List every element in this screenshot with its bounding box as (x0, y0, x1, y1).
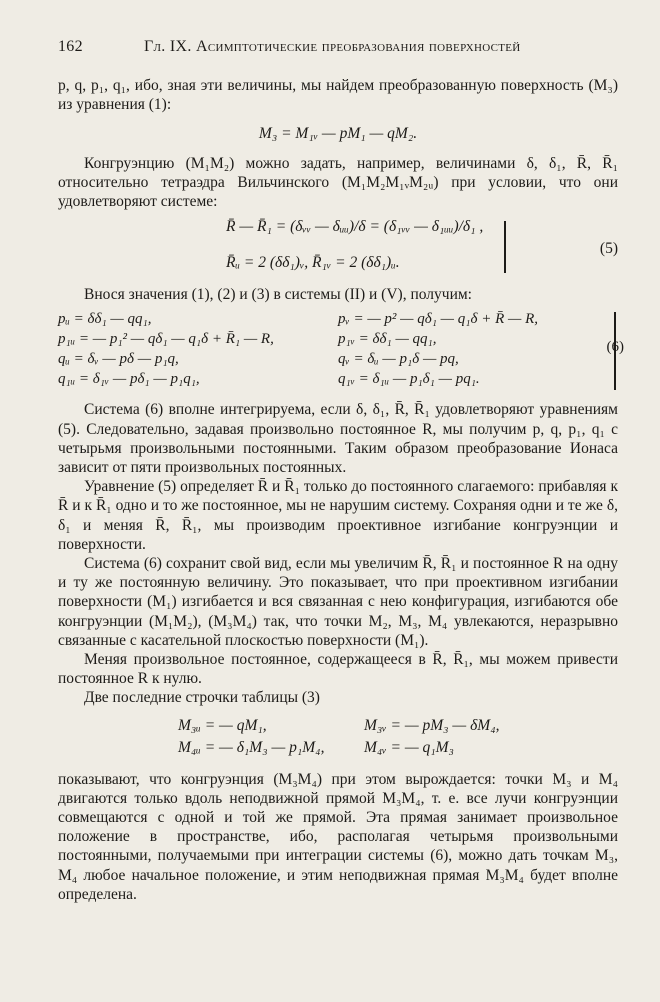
equation-system-5 (58, 217, 618, 279)
equation-line: M₄ᵥ = — q₁M₃ (364, 738, 454, 756)
equation-line: M₃ᵥ = — pM₃ — δM₄, (364, 716, 500, 734)
equation-line: q₁ᵤ = δ₁ᵥ — pδ₁ — p₁q₁, (58, 371, 200, 388)
paragraph: Конгруэнцию (M₁M₂) можно задать, например, величинами δ, δ₁, R̄, R̄₁ относительно тетраэдра Вильчинского (M₁M₂M₁ᵥM₂ᵤ) при условии, что они удовлетворяют системе: (58, 154, 618, 211)
equation-line: pᵤ = δδ₁ — qq₁, (58, 311, 152, 328)
equation-line: M₄ᵤ = — δ₁M₃ — p₁M₄, (178, 738, 325, 756)
paragraph: Две последние строчки таблицы (3) (84, 689, 320, 707)
paragraph: Меняя произвольное постоянное, содержащееся в R̄, R̄₁, мы можем привести постоянное R к нулю. (58, 651, 618, 688)
paragraph: Внося значения (1), (2) и (3) в системы (II) и (V), получим: (84, 286, 472, 304)
equation-line: p₁ᵥ = δδ₁ — qq₁, (338, 331, 437, 348)
page-body (58, 76, 624, 904)
equation-number: (6) (606, 339, 624, 356)
equation-line: R̄ᵤ = 2 (δδ₁)ᵥ, R̄₁ᵥ = 2 (δδ₁)ᵤ. (226, 254, 400, 272)
equation-line: R̄ — R̄₁ = (δᵥᵥ — δᵤᵤ)/δ = (δ₁ᵥᵥ — δ₁ᵤᵤ)/δ₁ , (226, 218, 484, 236)
running-title: Гл. IX. Асимптотические преобразования поверхностей (144, 38, 521, 55)
equation-line: qᵤ = δᵥ — pδ — p₁q, (58, 351, 179, 368)
equation-system-6 (58, 310, 624, 392)
equation-line: qᵥ = δᵤ — p₁δ — pq, (338, 351, 459, 368)
equation-number: (5) (599, 240, 618, 258)
paragraph: показывают, что конгруэнция (M₃M₄) при этом вырождается: точки M₃ и M₄ двигаются только вдоль неподвижной прямой M₃M₄, т. е. все лучи конгруэнции совмещаются с одной и той же прямой. Эта прямая занимает произвольное положение в пространстве, ибо, располагая четырьмя произвольными постоянными, получаемыми при интеграции системы (6), можно дать точкам M₃, M₄ любое начальное положение, и этим неподвижная прямая M₃M₄ будет вполне определена. (58, 770, 618, 903)
equation-line: p₁ᵤ = — p₁² — qδ₁ — q₁δ + R̄₁ — R, (58, 331, 274, 348)
equation-line: q₁ᵥ = δ₁ᵤ — p₁δ₁ — pq₁. (338, 371, 480, 388)
system-brace (496, 221, 506, 273)
equation-line: pᵥ = — p² — qδ₁ — q₁δ + R̄ — R, (338, 311, 538, 328)
paragraph: Система (6) вполне интегрируема, если δ, δ₁, R̄, R̄₁ удовлетворяют уравнениям (5). Следовательно, задавая произвольно постоянное R, мы получим p, q, p₁, q₁ с четырьмя произвольными постоянными. Таким образом преобразование Ионаса зависит от пяти произвольных постоянных. (58, 401, 618, 477)
page-number: 162 (58, 38, 83, 55)
equation-line: M₃ᵤ = — qM₁, (178, 716, 267, 734)
paragraph: Уравнение (5) определяет R̄ и R̄₁ только до постоянного слагаемого: прибавляя к R̄ и к R̄₁ одно и то же постоянное, мы не нарушим систему. Сохраняя одни и те же δ, δ₁ и меняя R̄, R̄₁, мы производим проективное изгибание конгруэнции и поверхности. (58, 478, 618, 553)
paragraph: Система (6) сохранит свой вид, если мы увеличим R̄, R̄₁ и постоянное R на одну и ту же постоянную величину. Это показывает, что при проективном изгибании поверхности (M₁) изгибается и вся связанная с нею конфигурация, изгибаются обе конгруэнции (M₁M₂), (M₃M₄) так, что точки M₂, M₃, M₄ увлекаются, неразрывно связанные с касательной плоскостью поверхности (M₁). (58, 555, 618, 649)
paragraph: p, q, p₁, q₁, ибо, зная эти величины, мы найдем преобразованную поверхность (M₃) из уравнения (1): (58, 77, 618, 114)
equation-system-table3 (58, 716, 618, 760)
equation-1: M₃ = M₁ᵥ — pM₁ — qM₂. (258, 125, 418, 143)
